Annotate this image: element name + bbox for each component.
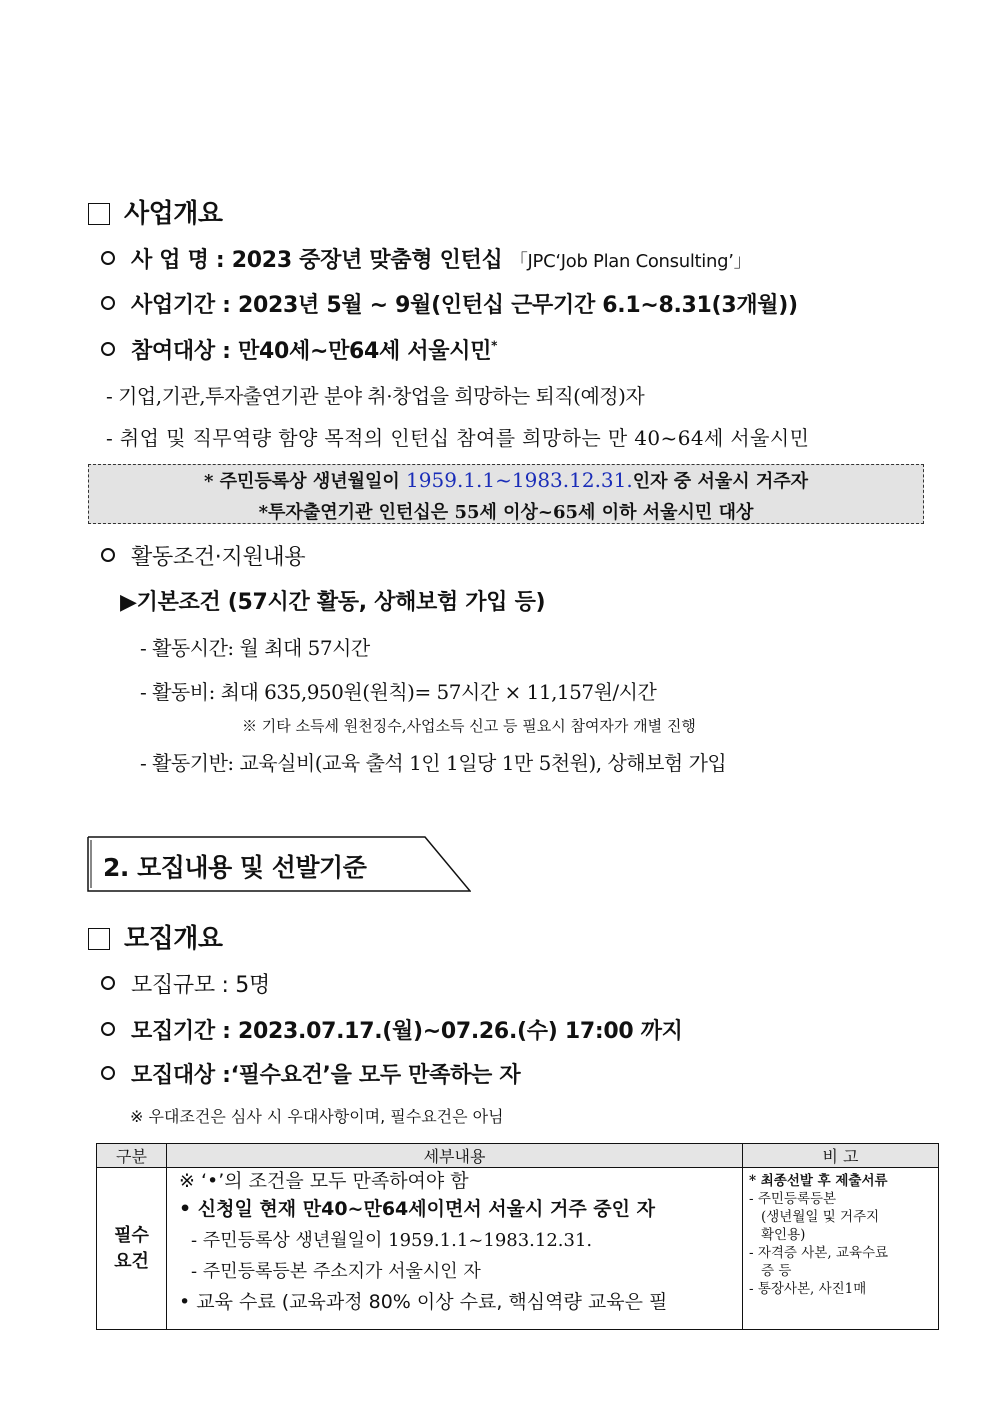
table-row <box>97 1168 939 1330</box>
section-header-recruitment <box>87 836 471 892</box>
preference-note: ※ 우대조건은 심사 시 우대사항이며, 필수요건은 아님 <box>130 1107 504 1126</box>
category-cell: 필수 요건 <box>97 1168 167 1330</box>
circle-bullet-icon <box>101 1066 115 1080</box>
eligibility-note-box <box>88 464 924 524</box>
circle-bullet-icon <box>101 1022 115 1036</box>
table-header-row <box>97 1144 939 1168</box>
section-heading-recruitment-overview: 모집개요 <box>88 918 222 955</box>
section-heading-business-overview: 사업개요 <box>88 193 222 230</box>
sub-item-retirees: - 기업,기관,투자출연기관 분야 취·창업을 희망하는 퇴직(예정)자 <box>106 384 645 408</box>
remarks-cell: * 최종선발 후 제출서류 - 주민등록등본 (생년월일 및 거주지 확인용) - 자격증 사본, 교육수료 증 등 - 통장사본, 사진1매 <box>743 1168 939 1330</box>
header-remarks: 비 고 <box>743 1144 939 1168</box>
item-participants: 참여대상 : 만40세~만64세 서울시민* <box>101 334 497 365</box>
circle-bullet-icon <box>101 976 115 990</box>
requirements-table <box>96 1143 939 1330</box>
section-title: 2. 모집내용 및 선발기준 <box>103 853 367 882</box>
circle-bullet-icon <box>101 251 115 265</box>
basic-conditions: ▶기본조건 (57시간 활동, 상해보험 가입 등) <box>120 590 546 615</box>
item-recruit-target: 모집대상 :‘필수요건’을 모두 만족하는 자 <box>101 1058 520 1089</box>
tax-note: ※ 기타 소득세 원천징수,사업소득 신고 등 필요시 참여자가 개별 진행 <box>242 717 696 735</box>
circle-bullet-icon <box>101 296 115 310</box>
activity-base: - 활동기반: 교육실비(교육 출석 1인 1일당 1만 5천원), 상해보험 가입 <box>140 751 727 775</box>
note-line-investment-agency: *투자출연기관 인턴십은 55세 이상~65세 이하 서울시민 대상 <box>258 502 754 523</box>
item-business-period: 사업기간 : 2023년 5월 ~ 9월(인턴십 근무기간 6.1~8.31(3개월)) <box>101 288 798 319</box>
checkbox-square-icon <box>88 928 110 950</box>
item-activity-conditions: 활동조건·지원내용 <box>101 540 305 571</box>
note-line-birthdate: * 주민등록상 생년월일이 1959.1.1~1983.12.31.인자 중 서울시 거주자 <box>203 468 809 492</box>
item-recruit-size: 모집규모 : 5명 <box>101 968 270 999</box>
circle-bullet-icon <box>101 342 115 356</box>
activity-pay: - 활동비: 최대 635,950원(원칙)= 57시간 × 11,157원/시간 <box>140 680 657 704</box>
sub-item-seoul-citizens: - 취업 및 직무역량 함양 목적의 인턴십 참여를 희망하는 만 40~64세 서울시민 <box>106 426 810 450</box>
item-recruit-period: 모집기간 : 2023.07.17.(월)~07.26.(수) 17:00 까지 <box>101 1014 683 1045</box>
header-details: 세부내용 <box>167 1144 743 1168</box>
item-business-name: 사 업 명 : 2023 중장년 맞춤형 인턴십 「JPC‘Job Plan Consulting’」 <box>101 243 751 274</box>
activity-hours: - 활동시간: 월 최대 57시간 <box>140 636 370 660</box>
header-category: 구분 <box>97 1144 167 1168</box>
details-cell: ※ ‘•’의 조건을 모두 만족하여야 함 • 신청일 현재 만40~만64세이면서 서울시 거주 중인 자 - 주민등록상 생년월일이 1959.1.1~1983.12.31. - 주민등록등본 주소지가 서울시인 자 • 교육 수료 (교육과정 80% 이상 수료, 핵심역량 교육은 필 <box>167 1168 743 1330</box>
checkbox-square-icon <box>88 203 110 225</box>
circle-bullet-icon <box>101 548 115 562</box>
